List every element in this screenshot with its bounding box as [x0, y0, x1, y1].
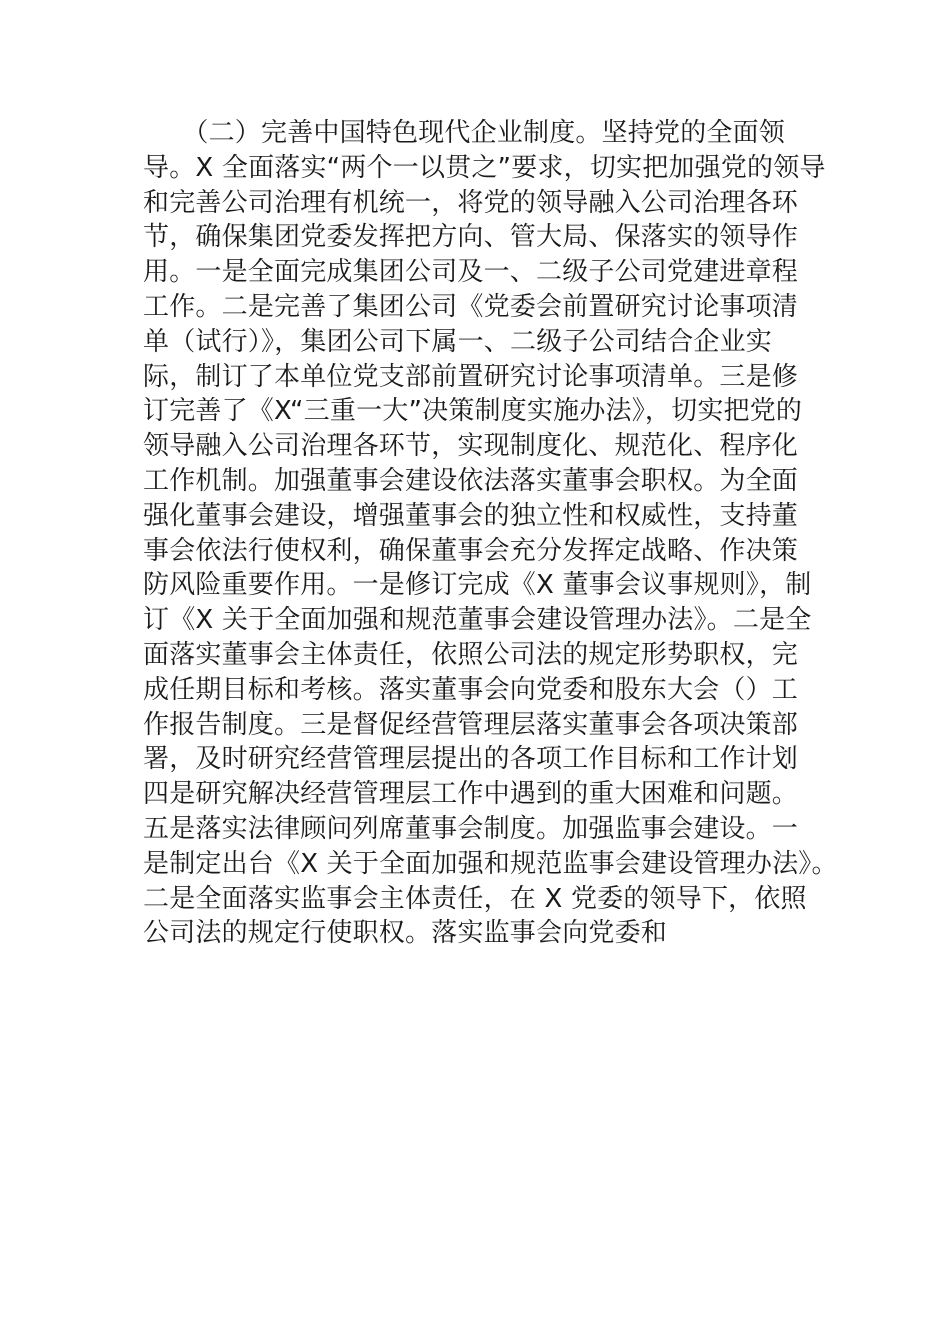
- text-line: 用。一是全面完成集团公司及一、二级子公司党建进章程: [143, 257, 799, 288]
- text-line: 公司法的规定行使职权。落实监事会向党委和: [143, 918, 668, 949]
- text-line: 五是落实法律顾问列席董事会制度。加强监事会建设。一: [143, 813, 799, 844]
- text-line: 四是研究解决经营管理层工作中遇到的重大困难和问题。: [143, 779, 799, 810]
- text-line: 是制定出台《X 关于全面加强和规范监事会建设管理办法》。: [143, 848, 838, 879]
- text-line: 际，制订了本单位党支部前置研究讨论事项清单。三是修: [143, 361, 799, 392]
- text-line: 导。X 全面落实“两个一以贯之”要求，切实把加强党的领导: [143, 152, 826, 183]
- text-line: 节，确保集团党委发挥把方向、管大局、保落实的领导作: [143, 222, 799, 253]
- text-line: 强化董事会建设，增强董事会的独立性和权威性，支持董: [143, 500, 799, 531]
- text-line: 署，及时研究经营管理层提出的各项工作目标和工作计划: [143, 744, 799, 775]
- text-line: （二）完善中国特色现代企业制度。坚持党的全面领: [143, 118, 786, 148]
- body-paragraph: [143, 116, 843, 951]
- text-line: 单（试行）》，集团公司下属一、二级子公司结合企业实: [143, 326, 773, 357]
- text-line: 作报告制度。三是督促经营管理层落实董事会各项决策部: [143, 709, 799, 740]
- text-line: 面落实董事会主体责任，依照公司法的规定形势职权，完: [143, 639, 799, 670]
- text-line: 订完善了《X“三重一大”决策制度实施办法》，切实把党的: [143, 396, 803, 427]
- text-line: 订《X 关于全面加强和规范董事会建设管理办法》。二是全: [143, 605, 812, 636]
- text-line: 和完善公司治理有机统一，将党的领导融入公司治理各环: [143, 187, 799, 218]
- text-line: 成任期目标和考核。落实董事会向党委和股东大会（）工: [143, 674, 799, 705]
- text-line: 二是全面落实监事会主体责任，在 X 党委的领导下，依照: [143, 883, 807, 914]
- text-line: 工作机制。加强董事会建设依法落实董事会职权。为全面: [143, 465, 799, 496]
- text-line: 事会依法行使权利，确保董事会充分发挥定战略、作决策: [143, 535, 799, 566]
- text-line: 领导融入公司治理各环节，实现制度化、规范化、程序化: [143, 431, 799, 462]
- text-line: 防风险重要作用。一是修订完成《X 董事会议事规则》，制: [143, 570, 812, 601]
- text-line: 工作。二是完善了集团公司《党委会前置研究讨论事项清: [143, 291, 799, 322]
